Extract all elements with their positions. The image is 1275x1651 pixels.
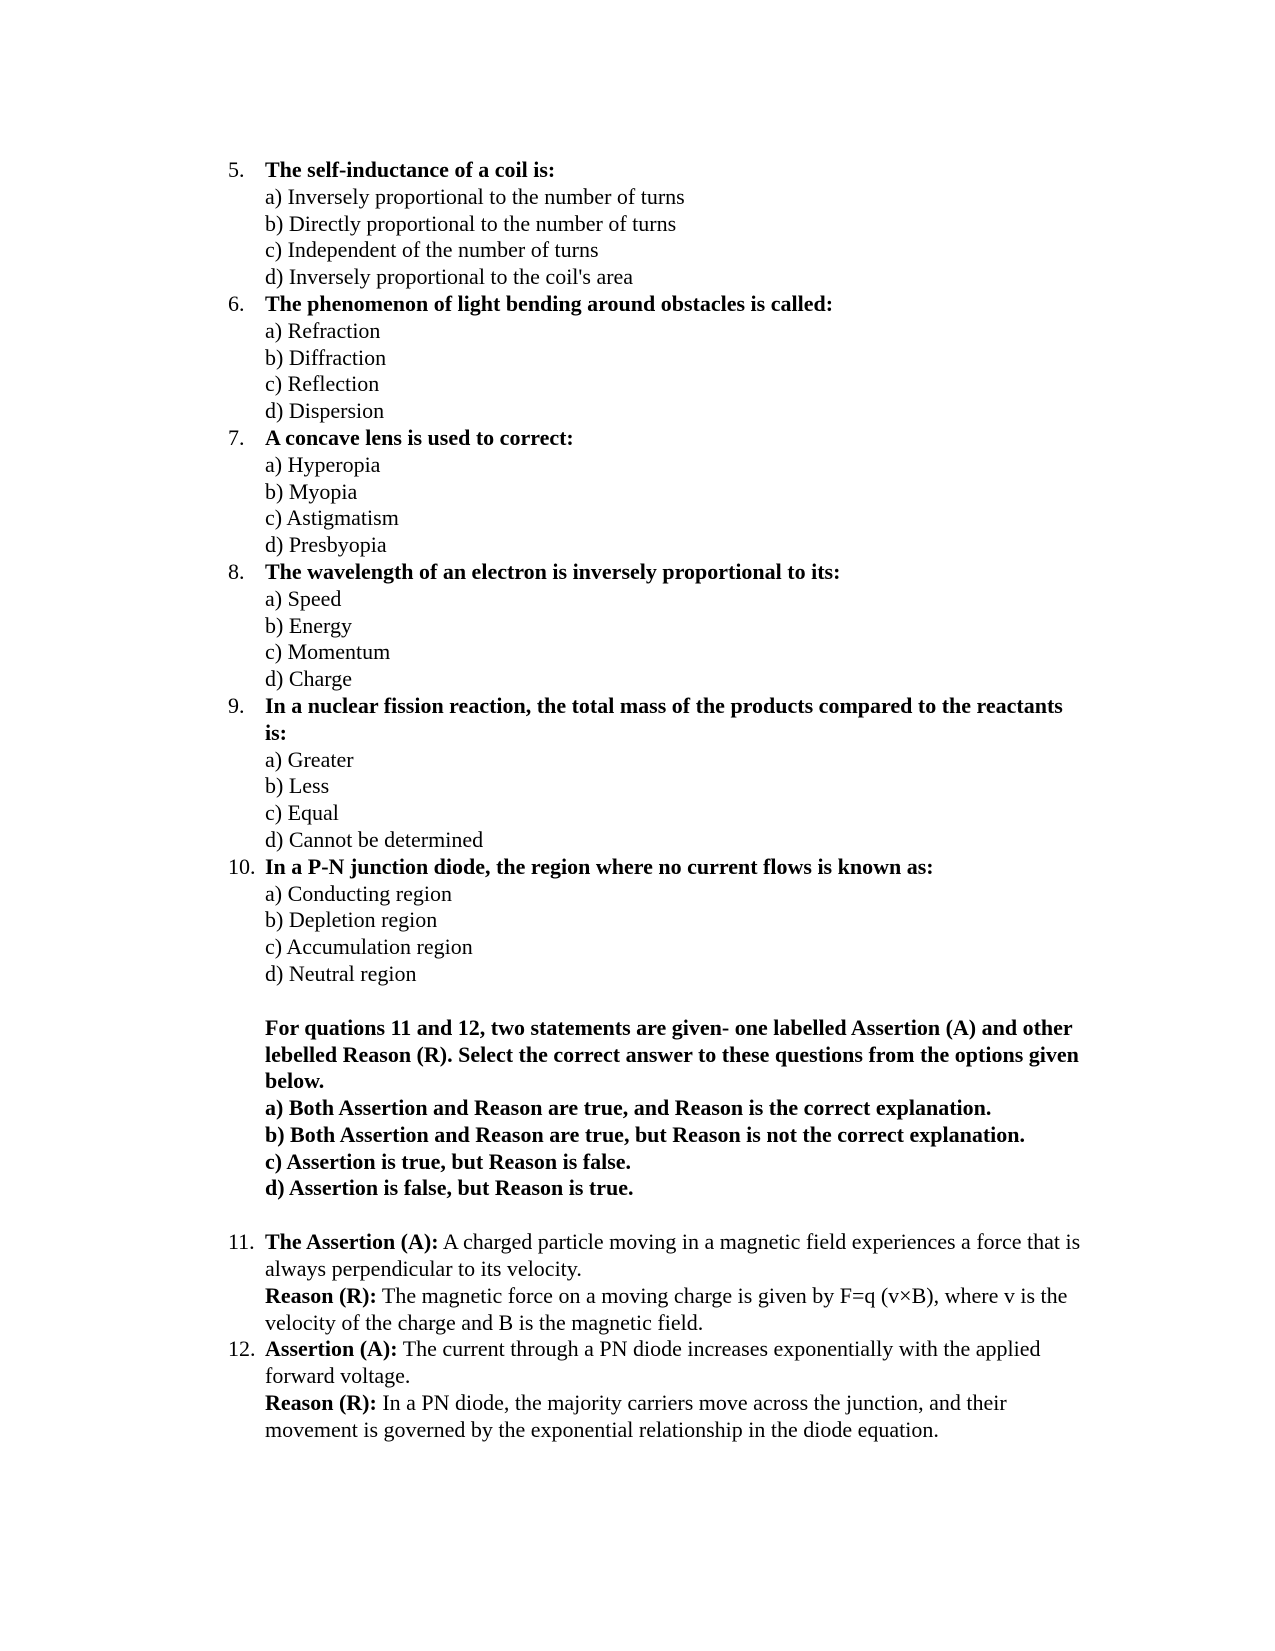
option-c: c) Astigmatism [265, 505, 399, 531]
option-a: a) Inversely proportional to the number of turns [265, 183, 685, 209]
instructions-intro: For quations 11 and 12, two statements are given- one labelled Assertion (A) and other lebelled Reason (R). Select the correct answer to these questions from the options given below. [265, 1014, 1079, 1094]
question-paper-page [0, 157, 1275, 1444]
question-7 [0, 425, 1085, 559]
option-d: d) Presbyopia [265, 532, 387, 558]
assertion-reason-instructions [0, 1015, 1085, 1203]
option-c: c) Accumulation region [265, 934, 473, 960]
question-6 [0, 291, 1085, 425]
question-10 [0, 854, 1085, 988]
option-b: b) Less [265, 773, 330, 799]
option-c: c) Equal [265, 800, 339, 826]
assertion-statement [265, 1336, 1090, 1390]
option-b: b) Energy [265, 612, 352, 638]
option-d: d) Neutral region [265, 960, 417, 986]
question-11 [0, 1229, 1090, 1336]
question-5 [0, 157, 1085, 291]
question-number: 11. [228, 1229, 255, 1255]
option-d: d) Charge [265, 666, 352, 692]
reason-statement [265, 1283, 1090, 1337]
question-9 [0, 693, 1085, 854]
question-text: A concave lens is used to correct: [265, 424, 574, 450]
instructions-option-a: a) Both Assertion and Reason are true, and Reason is the correct explanation. [265, 1095, 992, 1121]
reason-label: Reason (R): [265, 1390, 377, 1416]
instructions-option-b: b) Both Assertion and Reason are true, but Reason is not the correct explanation. [265, 1121, 1026, 1147]
assertion-text: The current through a PN diode increases exponentially with the applied forward voltage. [265, 1336, 1041, 1389]
assertion-text: A charged particle moving in a magnetic field experiences a force that is always perpendicular to its velocity. [265, 1229, 1081, 1282]
question-number: 7. [228, 424, 245, 450]
option-a: a) Hyperopia [265, 451, 381, 477]
question-text: The phenomenon of light bending around obstacles is called: [265, 290, 834, 316]
option-a: a) Speed [265, 585, 342, 611]
option-d: d) Cannot be determined [265, 826, 484, 852]
question-text: In a P-N junction diode, the region where no current flows is known as: [265, 853, 934, 879]
option-b: b) Directly proportional to the number of turns [265, 210, 677, 236]
option-a: a) Refraction [265, 317, 381, 343]
assertion-label: Assertion (A): [265, 1336, 398, 1362]
instructions-option-d: d) Assertion is false, but Reason is true. [265, 1175, 634, 1201]
question-number: 10. [228, 853, 256, 879]
option-b: b) Myopia [265, 478, 358, 504]
option-a: a) Conducting region [265, 880, 452, 906]
question-number: 12. [228, 1336, 256, 1362]
reason-text: The magnetic force on a moving charge is given by F=q (v×B), where v is the velocity of the charge and B is the magnetic field. [265, 1282, 1068, 1335]
question-number: 9. [228, 692, 245, 718]
option-c: c) Independent of the number of turns [265, 237, 599, 263]
question-text: In a nuclear fission reaction, the total mass of the products compared to the reactants is: [265, 692, 1063, 745]
question-text: The self-inductance of a coil is: [265, 157, 556, 182]
assertion-reason-questions [0, 1229, 1275, 1443]
option-b: b) Depletion region [265, 907, 438, 933]
question-12 [0, 1336, 1090, 1443]
option-a: a) Greater [265, 746, 354, 772]
option-b: b) Diffraction [265, 344, 387, 370]
question-text: The wavelength of an electron is inversely proportional to its: [265, 558, 841, 584]
question-8 [0, 559, 1085, 693]
assertion-label: The Assertion (A): [265, 1229, 439, 1255]
option-d: d) Inversely proportional to the coil's area [265, 264, 634, 290]
option-c: c) Reflection [265, 371, 380, 397]
option-c: c) Momentum [265, 639, 391, 665]
question-number: 8. [228, 558, 245, 584]
option-d: d) Dispersion [265, 398, 385, 424]
reason-statement [265, 1390, 1090, 1444]
question-number: 6. [228, 290, 245, 316]
assertion-statement [265, 1229, 1090, 1283]
reason-text: In a PN diode, the majority carriers move across the junction, and their movement is governed by the exponential relationship in the diode equation. [265, 1390, 1007, 1442]
reason-label: Reason (R): [265, 1282, 377, 1308]
question-number: 5. [228, 157, 245, 182]
instructions-option-c: c) Assertion is true, but Reason is false. [265, 1148, 632, 1174]
